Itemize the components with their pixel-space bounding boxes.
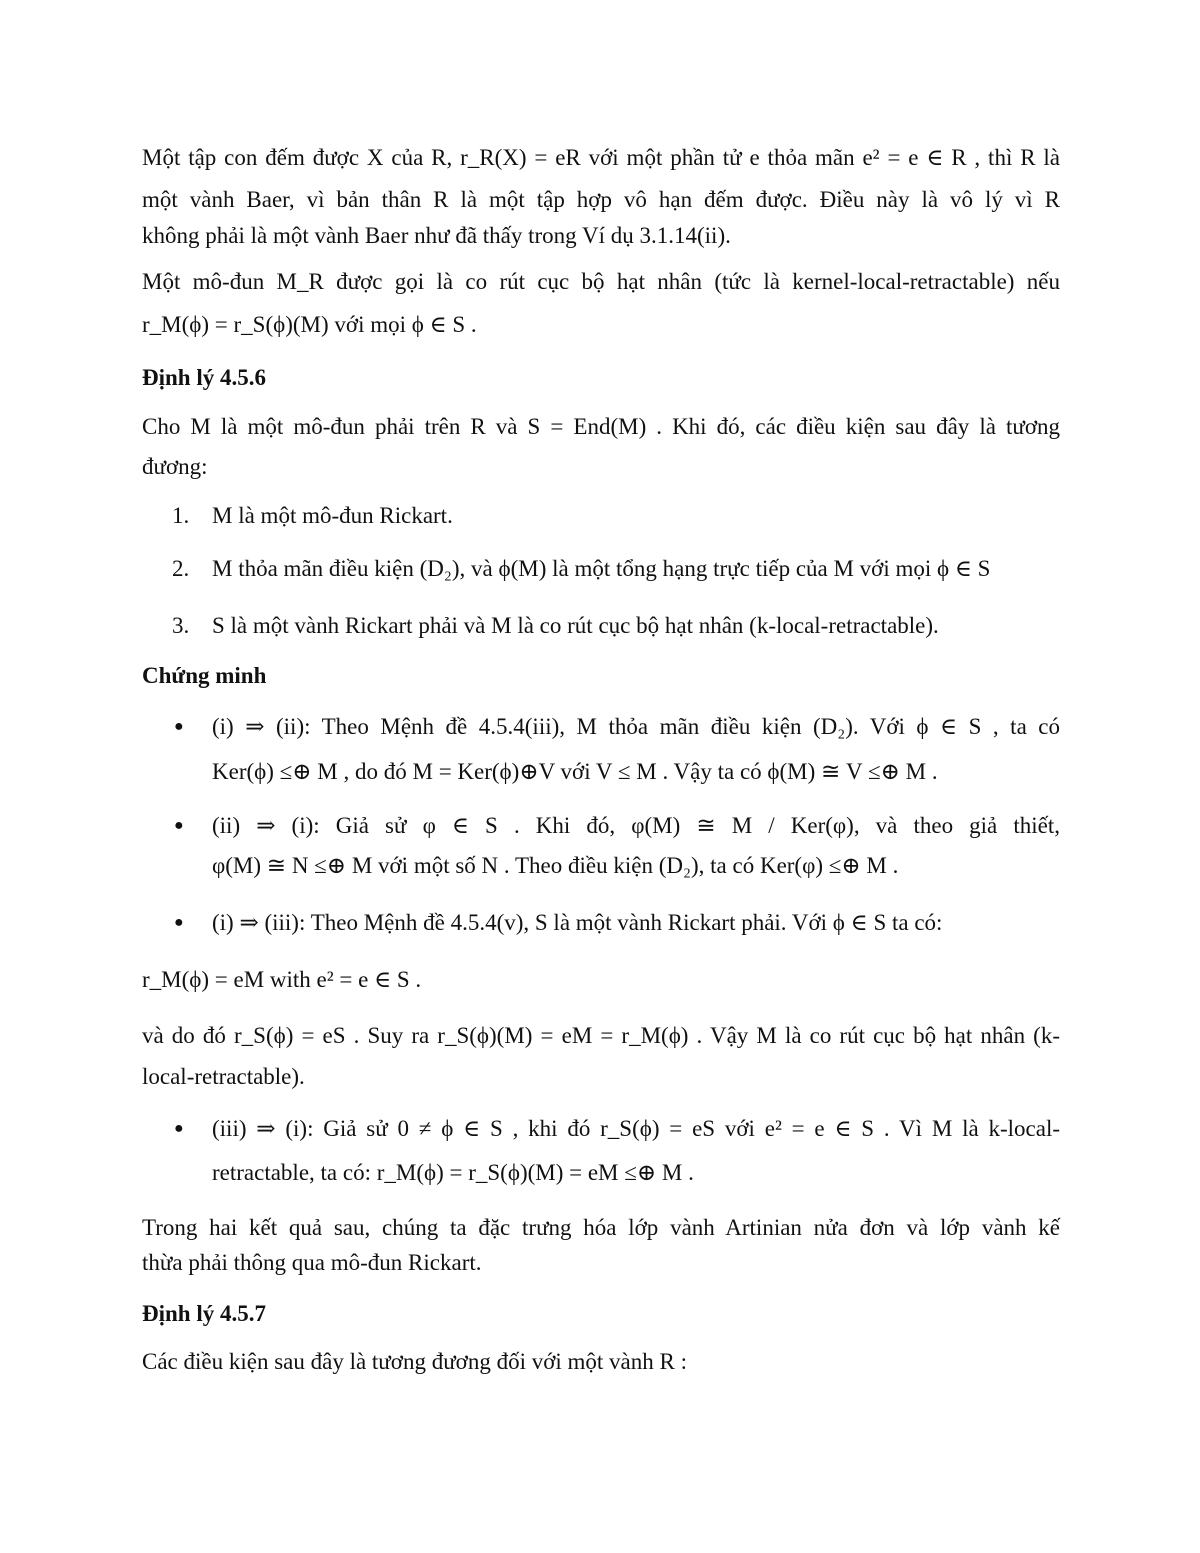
- bullet-icon: ●: [174, 914, 184, 931]
- paragraph-line: không phải là một vành Baer như đã thấy trong Ví dụ 3.1.14(ii).: [142, 223, 731, 248]
- theorem-heading: Định lý 4.5.7: [142, 1301, 266, 1326]
- paragraph-line: Các điều kiện sau đây là tương đương đối với một vành R :: [142, 1349, 687, 1374]
- bullet-icon: ●: [174, 1120, 184, 1137]
- list-item-text: M thỏa mãn điều kiện (D₂), và ϕ(M) là một tổng hạng trực tiếp của M với mọi ϕ ∈ S: [212, 556, 991, 581]
- bullet-text: (iii) ⇒ (i): Giả sử 0 ≠ ϕ ∈ S , khi đó r_S(ϕ) = eS với e² = e ∈ S . Vì M là k-local-: [212, 1116, 1060, 1141]
- list-item-text: S là một vành Rickart phải và M là co rút cục bộ hạt nhân (k-local-retractable).: [212, 613, 939, 638]
- paragraph-line: và do đó r_S(ϕ) = eS . Suy ra r_S(ϕ)(M) = eM = r_M(ϕ) . Vậy M là co rút cục bộ hạt nhân (k-: [142, 1023, 1060, 1048]
- paragraph-line: local-retractable).: [142, 1064, 305, 1089]
- paragraph-line: Cho M là một mô-đun phải trên R và S = End(M) . Khi đó, các điều kiện sau đây là tương: [142, 414, 1060, 439]
- equation-line: r_M(ϕ) = eM with e² = e ∈ S .: [142, 967, 422, 992]
- bullet-text: Ker(ϕ) ≤⊕ M , do đó M = Ker(ϕ)⊕V với V ≤ M . Vậy ta có ϕ(M) ≅ V ≤⊕ M .: [212, 759, 938, 784]
- bullet-text: (i) ⇒ (ii): Theo Mệnh đề 4.5.4(iii), M thỏa mãn điều kiện (D₂). Với ϕ ∈ S , ta có: [212, 714, 1060, 739]
- list-number: 2.: [172, 556, 190, 581]
- list-number: 3.: [172, 613, 190, 638]
- paragraph-line: một vành Baer, vì bản thân R là một tập hợp vô hạn đếm được. Điều này là vô lý vì R: [142, 187, 1060, 212]
- bullet-icon: ●: [174, 718, 184, 735]
- paragraph-line: Một tập con đếm được X của R, r_R(X) = eR với một phần tử e thỏa mãn e² = e ∈ R , thì R là: [142, 145, 1060, 170]
- list-item-text: M là một mô-đun Rickart.: [212, 503, 453, 528]
- paragraph-line: thừa phải thông qua mô-đun Rickart.: [142, 1250, 482, 1275]
- bullet-text: (ii) ⇒ (i): Giả sử φ ∈ S . Khi đó, φ(M) ≅ M / Ker(φ), và theo giả thiết,: [212, 813, 1060, 838]
- theorem-heading: Định lý 4.5.6: [142, 365, 266, 390]
- paragraph-line: Trong hai kết quả sau, chúng ta đặc trưng hóa lớp vành Artinian nửa đơn và lớp vành kế: [142, 1215, 1060, 1240]
- paragraph-line: r_M(ϕ) = r_S(ϕ)(M) với mọi ϕ ∈ S .: [142, 312, 477, 337]
- bullet-icon: ●: [174, 817, 184, 834]
- bullet-text: (i) ⇒ (iii): Theo Mệnh đề 4.5.4(v), S là một vành Rickart phải. Với ϕ ∈ S ta có:: [212, 910, 943, 935]
- bullet-text: φ(M) ≅ N ≤⊕ M với một số N . Theo điều kiện (D₂), ta có Ker(φ) ≤⊕ M .: [212, 853, 899, 878]
- list-number: 1.: [172, 503, 190, 528]
- bullet-text: retractable, ta có: r_M(ϕ) = r_S(ϕ)(M) = eM ≤⊕ M .: [212, 1160, 694, 1185]
- proof-heading: Chứng minh: [142, 663, 267, 688]
- paragraph-line: Một mô-đun M_R được gọi là co rút cục bộ hạt nhân (tức là kernel-local-retractable) nếu: [142, 269, 1060, 294]
- paragraph-line: đương:: [142, 454, 208, 479]
